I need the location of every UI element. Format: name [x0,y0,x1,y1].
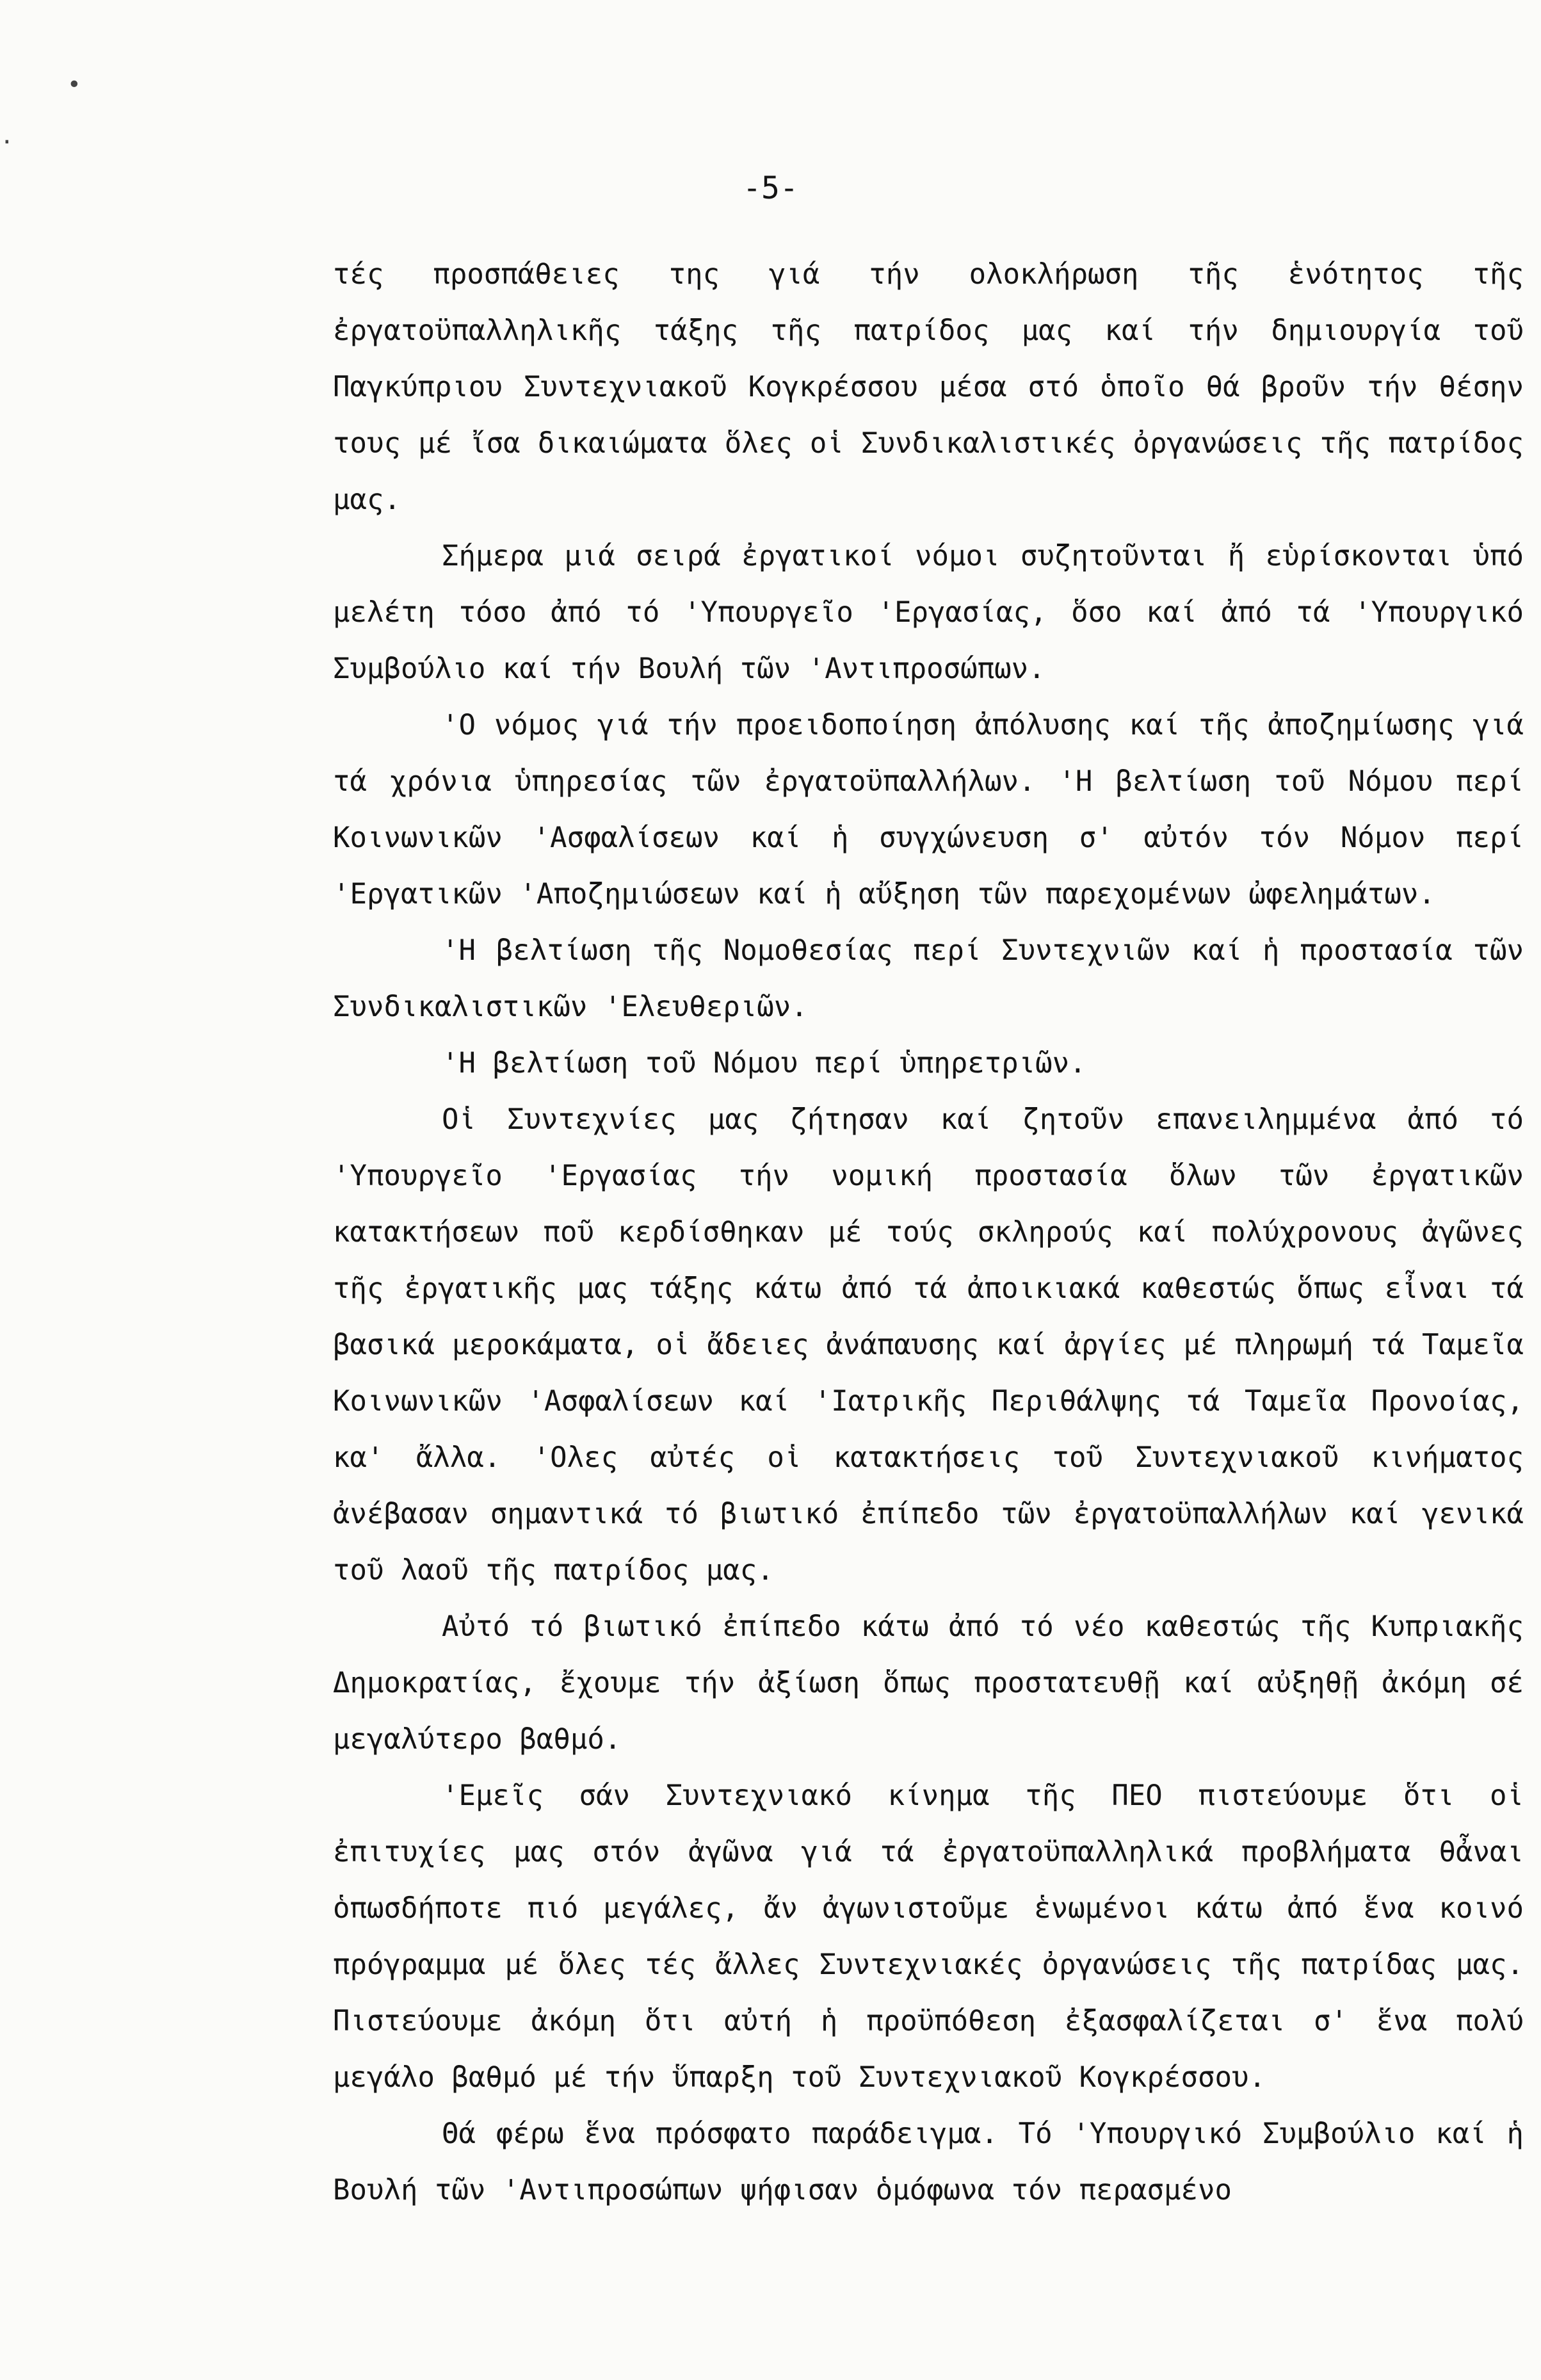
paragraph: 'Εμεῖς σάν Συντεχνιακό κίνημα τῆς ΠΕΟ πιστεύουμε ὅτι οἱ ἐπιτυχίες μας στόν ἀγῶνα γιά τά ἐργατοϋπαλληλικά προβλήματα θἆναι ὁπωσδήποτε πιό μεγάλες, ἄν ἀγωνιστοῦμε ἑνωμένοι κάτω ἀπό ἕνα κοινό πρόγραμμα μέ ὅλες τές ἄλλες Συντεχνιακές ὀργανώσεις τῆς πατρίδας μας. Πιστεύουμε ἀκόμη ὅτι αὐτή ἡ προϋπόθεση ἐξασφαλίζεται σ' ἕνα πολύ μεγάλο βαθμό μέ τήν ὕπαρξη τοῦ Συντεχνιακοῦ Κογκρέσσου. [333,1779,1524,2094]
paragraph: τές προσπάθειες της γιά τήν ολοκλήρωση τῆς ἑνότητος τῆς ἐργατοϋπαλληλικῆς τάξης τῆς πατρίδος μας καί τήν δημιουργία τοῦ Παγκύπριου Συντεχνιακοῦ Κογκρέσσου μέσα στό ὁποῖο θά βροῦν τήν θέσην τους μέ ἴσα δικαιώματα ὅλες οἱ Συνδικαλιστικές ὀργανώσεις τῆς πατρίδος μας. [333,258,1524,516]
paragraph: 'Η βελτίωση τοῦ Νόμου περί ὑπηρετριῶν. [442,1047,1086,1080]
paragraph: Θά φέρω ἕνα πρόσφατο παράδειγμα. Τό 'Υπουργικό Συμβούλιο καί ἡ Βουλή τῶν 'Αντιπροσώπων ψήφισαν ὁμόφωνα τόν περασμένο [333,2117,1524,2206]
paragraph: Σήμερα μιά σειρά ἐργατικοί νόμοι συζητοῦνται ἤ εὑρίσκονται ὑπό μελέτη τόσο ἀπό τό 'Υπουργεῖο 'Εργασίας, ὅσο καί ἀπό τά 'Υπουργικό Συμβούλιο καί τήν Βουλή τῶν 'Αντιπροσώπων. [333,540,1524,685]
page-number: -5- [743,170,798,206]
paragraph: Οἱ Συντεχνίες μας ζήτησαν καί ζητοῦν επανειλημμένα ἀπό τό 'Υπουργεῖο 'Εργασίας τήν νομική προστασία ὅλων τῶν ἐργατικῶν κατακτήσεων ποῦ κερδίσθηκαν μέ τούς σκληρούς καί πολύχρονους ἀγῶνες τῆς ἐργατικῆς μας τάξης κάτω ἀπό τά ἀποικιακά καθεστώς ὅπως εἶναι τά βασικά μεροκάματα, οἱ ἄδειες ἀνάπαυσης καί ἀργίες μέ πληρωμή τά Ταμεῖα Κοινωνικῶν 'Ασφαλίσεων καί 'Ιατρικῆς Περιθάλψης τά Ταμεῖα Προνοίας, κα' ἄλλα. 'Ολες αὐτές οἱ κατακτήσεις τοῦ Συντεχνιακοῦ κινήματος ἀνέβασαν σημαντικά τό βιωτικό ἐπίπεδο τῶν ἐργατοϋπαλλήλων καί γενικά τοῦ λαοῦ τῆς πατρίδος μας. [333,1103,1524,1587]
paragraph: Αὐτό τό βιωτικό ἐπίπεδο κάτω ἀπό τό νέο καθεστώς τῆς Κυπριακῆς Δημοκρατίας, ἔχουμε τήν ἀξίωση ὅπως προστατευθῇ καί αὐξηθῇ ἀκόμη σέ μεγαλύτερο βαθμό. [333,1610,1524,1756]
stray-mark: · [0,129,14,156]
paragraph: 'Ο νόμος γιά τήν προειδοποίηση ἀπόλυσης καί τῆς ἀποζημίωσης γιά τά χρόνια ὑπηρεσίας τῶν ἐργατοϋπαλλήλων. 'Η βελτίωση τοῦ Νόμου περί Κοινωνικῶν 'Ασφαλίσεων καί ἡ συγχώνευση σ' αὐτόν τόν Νόμον περί 'Εργατικῶν 'Αποζημιώσεων καί ἡ αὔξηση τῶν παρεχομένων ὠφελημάτων. [333,709,1524,911]
stray-mark: • [67,72,81,98]
paragraph: 'Η βελτίωση τῆς Νομοθεσίας περί Συντεχνιῶν καί ἡ προστασία τῶν Συνδικαλιστικῶν 'Ελευθεριῶν. [333,934,1524,1023]
document-body [333,247,1524,2219]
